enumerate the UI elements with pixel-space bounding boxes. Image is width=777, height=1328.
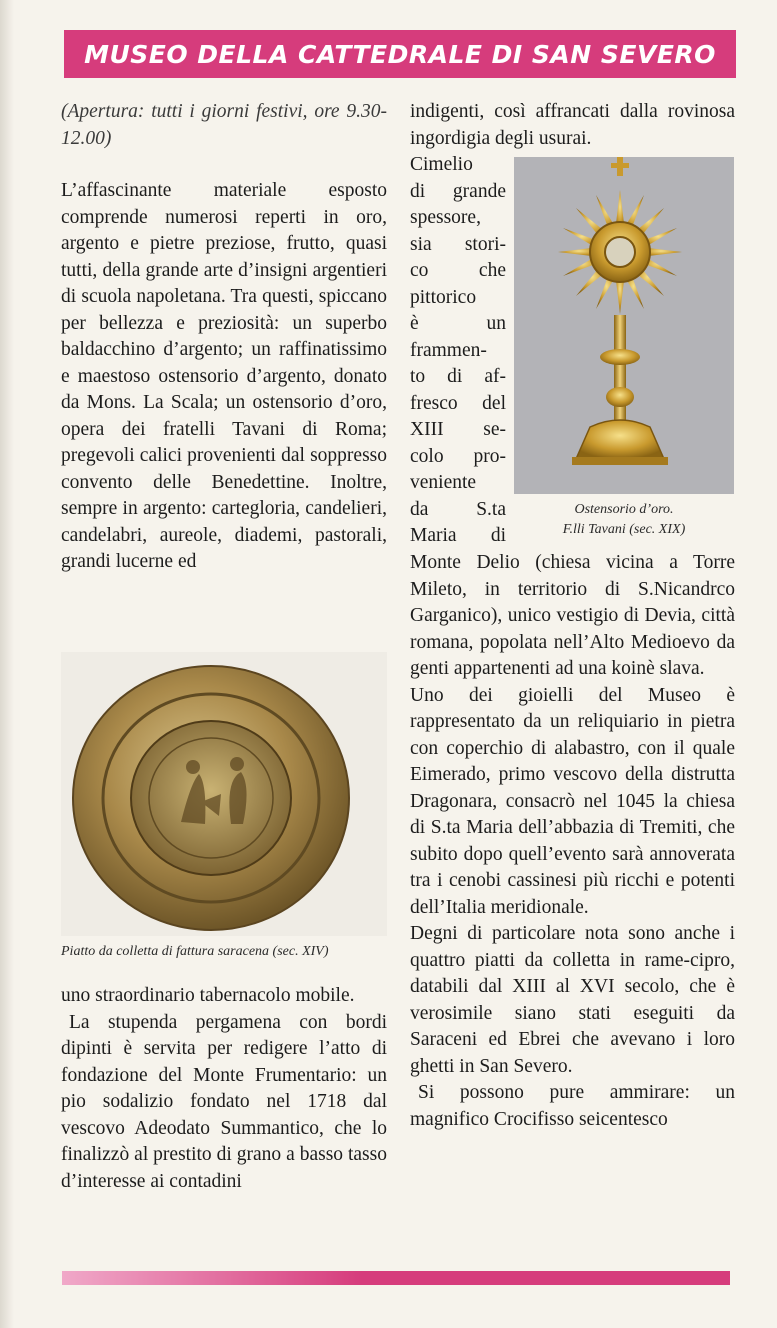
monstrance-caption-credit: F.lli Tavani (sec. XIX) <box>562 522 686 537</box>
narrow-line: Cimelio <box>410 154 473 175</box>
right-column-main <box>410 550 735 1133</box>
narrow-line: to di af- <box>410 366 506 387</box>
narrow-line: di grande <box>410 180 506 202</box>
opening-hours: (Apertura: tutti i giorni festivi, ore 9.30-12.00) <box>61 101 387 149</box>
paragraph-reliquary: Uno dei gioielli del Museo è rappresentato da un reliquiario in pietra con coperchio di alabastro, con il quale Eimerado, primo vescovo della distrutta Dragonara, consacrò nel 1045 la chiesa di S.ta Maria dell’abbazia di Tremiti, che subito dopo quell’evento sarà annoverata tra i cenobi cassinesi più ricchi e potenti dell’Italia meridionale. <box>410 684 735 918</box>
title-banner <box>64 30 736 78</box>
left-column-bottom <box>61 983 387 1195</box>
narrow-text-block <box>410 152 506 550</box>
monstrance-illustration <box>514 157 734 494</box>
paragraph-exhibits: L’affascinante materiale esposto comprende numerosi reperti in oro, argento e pietre preziose, frutto, quasi tutti, della grande arte d’insigni argentieri di scuola napoletana. Tra questi, spiccano per bellezza e preziosità: un superbo baldacchino d’argento; un raffinatissimo e maestoso ostensorio d’argento, donato da Mons. La Scala; un ostensorio d’oro, opera dei fratelli Tavani di Roma; pregevoli calici provenienti dal soppresso convento delle Benedettine. Inoltre, sempre in argento: cartegloria, candelieri, candelabri, aureole, diademi, pastorali, grandi lucerne ed <box>61 180 387 572</box>
paragraph-continuation: indigenti, così affrancati dalla rovinosa ingordigia degli usurai. <box>410 101 735 149</box>
narrow-line: frammen- <box>410 339 487 361</box>
monstrance-caption <box>514 500 734 540</box>
left-column-top <box>61 99 387 576</box>
narrow-line: pittorico <box>410 286 477 308</box>
narrow-line: da S.ta <box>410 498 506 520</box>
narrow-line: è un <box>410 313 506 334</box>
paragraph-tabernacle: uno straordinario tabernacolo mobile. <box>61 985 355 1006</box>
bottom-decorative-bar <box>62 1271 730 1285</box>
narrow-line: spessore, <box>410 207 481 228</box>
paragraph-parchment: La stupenda pergamena con bordi dipinti è servita per redigere l’atto di fondazione del Monte Frumentario: un pio sodalizio fondato nel 1718 dal vescovo Adeodato Summantico, che lo finalizzò al prestito di grano a basso tasso d’interesse ai contadini <box>61 1011 387 1192</box>
narrow-line: Maria di <box>410 525 506 546</box>
monstrance-caption-title: Ostensorio d’oro. <box>574 502 674 517</box>
plate-caption: Piatto da colletta di fattura saracena (sec. XIV) <box>61 944 329 959</box>
narrow-line: fresco del <box>410 392 506 414</box>
page-title: MUSEO DELLA CATTEDRALE DI SAN SEVERO <box>84 39 716 69</box>
plate-photo <box>61 652 387 936</box>
monstrance-photo <box>514 157 734 494</box>
right-column-top <box>410 99 735 152</box>
narrow-line: sia stori- <box>410 233 506 255</box>
narrow-line: colo pro- <box>410 445 506 467</box>
plate-illustration <box>61 652 387 936</box>
narrow-line: XIII se- <box>410 419 506 440</box>
paragraph-plates: Degni di particolare nota sono anche i quattro piatti da colletta in rame-cipro, databili dal XIII al XVI secolo, che è verosimile siano stati eseguiti da Saraceni ed Ebrei che avevano i loro ghetti in San Severo. <box>410 923 735 1077</box>
page-edge-shadow <box>0 0 14 1328</box>
paragraph-monte-delio: Monte Delio (chiesa vicina a Torre Mileto, in territorio di S.Nicandrco Garganico), unico vestigio di Devia, città romana, popolata nell’Alto Medioevo da genti appartenenti ad una koinè slava. <box>410 552 735 679</box>
narrow-line: co che <box>410 260 506 281</box>
narrow-line: veniente <box>410 472 477 493</box>
paragraph-crucifix: Si possono pure ammirare: un magnifico Crocifisso seicentesco <box>410 1082 735 1130</box>
